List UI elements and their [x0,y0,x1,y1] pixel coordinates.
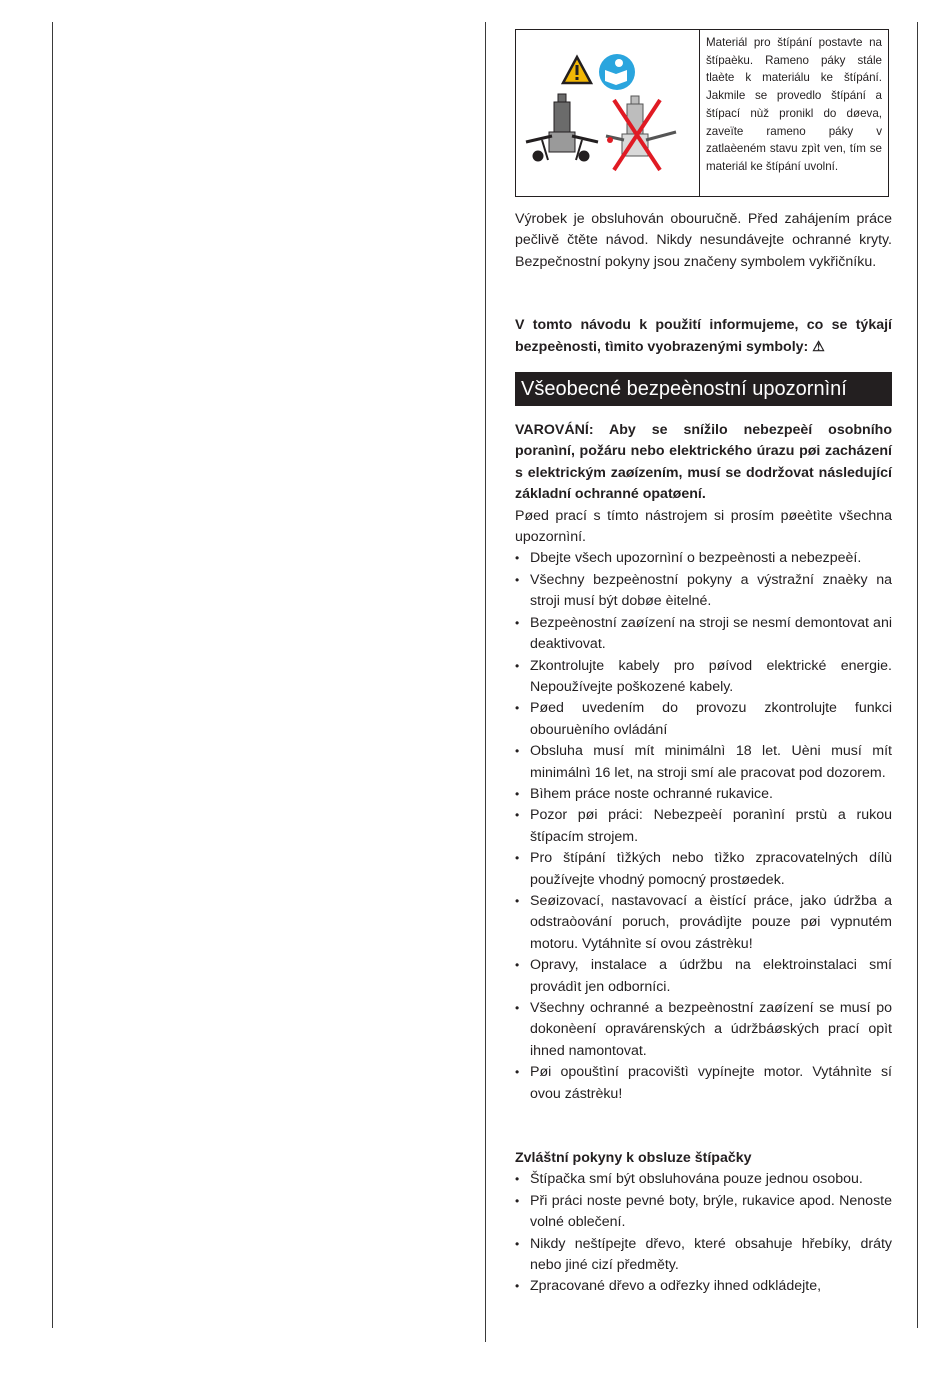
list-item: • Při práci noste pevné boty, brýle, rukavice apod. Nenoste volné oblečení. [515,1191,892,1234]
list-item: • Pøi opouštìní pracovištì vypínejte motor. Vytáhnìte sí ovou zástrèku! [515,1062,892,1105]
right-page-rule [917,22,918,1328]
warning-pictogram [516,30,700,196]
warning-paragraph: VAROVÁNÍ: Aby se snížilo nebezpeèí osobního poranìní, požáru nebo elektrického úrazu pøi zacházení s elektrickým zaøízením, musí se dodržovat následující základní ochranné opatøení. [515,422,892,503]
log-splitter-correct-use-icon [526,94,598,161]
operation-warning-text: Materiál pro štípání postavte na štípaèku. Rameno páky stále tlaète k materiálu ke štípání. Jakmile se provedlo štípání a štípací nùž pronikl do døeva, zaveïte rameno páky v zatlaèeném stavu zpìt ven, tím se materiál ke štípání uvolní. [706,36,882,173]
warning-triangle-icon [563,57,591,83]
list-item: • Všechny bezpeènostní pokyny a výstražní znaèky na stroji musí být dobøe èitelné. [515,570,892,613]
log-splitter-prohibited-use-icon [606,96,676,170]
read-manual-icon [599,54,635,90]
intro-paragraph: Výrobek je obsluhován obouručně. Před zahájením práce pečlivě čtěte návod. Nikdy nesundávejte ochranné kryty. Bezpečnostní pokyny jsou značeny symbolem vykřičníku. [515,211,892,270]
section-heading: Všeobecné bezpeènostní upozornìní [515,372,892,406]
before-work-paragraph: Pøed prací s tímto nástrojem si prosím pøeètìte všechna upozornìní. [515,507,892,546]
list-item: • Bìhem práce noste ochranné rukavice. [515,784,892,805]
list-item: • Nikdy neštípejte dřevo, které obsahuje hřebíky, dráty nebo jiné cizí předměty. [515,1234,892,1277]
special-instructions-heading: Zvláštní pokyny k obsluze štípačky [515,1150,752,1167]
left-page-rule [52,22,53,1328]
special-instructions-list [515,1169,892,1297]
list-item: • Zpracované dřevo a odřezky ihned odkládejte, [515,1276,892,1297]
list-item: • Všechny ochranné a bezpeènostní zaøízení se musí po dokonèení opravárenských a údržbáøských prací opìt ihned namontovat. [515,998,892,1062]
operation-warning-box [515,29,889,197]
list-item: • Štípačka smí být obsluhována pouze jednou osobou. [515,1169,892,1190]
list-item: • Zkontrolujte kabely pro pøívod elektrické energie. Nepoužívejte poškozené kabely. [515,656,892,699]
list-item: • Pøed uvedením do provozu zkontrolujte funkci obouruèního ovládání [515,698,892,741]
safety-symbols-note: V tomto návodu k použití informujeme, co se týkají bezpeènosti, tìmito vyobrazenými symboly: ⚠ [515,317,892,355]
list-item: • Opravy, instalace a údržbu na elektroinstalaci smí provádìt jen odborníci. [515,955,892,998]
right-column [515,29,892,1298]
general-safety-list [515,548,892,1105]
list-item: • Bezpeènostní zaøízení na stroji se nesmí demontovat ani deaktivovat. [515,613,892,656]
center-page-rule [485,22,486,1342]
list-item: • Obsluha musí mít minimálnì 18 let. Uèni musí mít minimálnì 16 let, na stroji smí ale pracovat pod dozorem. [515,741,892,784]
list-item: • Seøizovací, nastavovací a èistící práce, jako údržba a odstraòování poruch, provádìjte pouze pøi vypnutém motoru. Vytáhnìte sí ovou zástrèku! [515,891,892,955]
list-item: • Dbejte všech upozornìní o bezpeènosti a nebezpeèí. [515,548,892,569]
list-item: • Pozor pøi práci: Nebezpeèí poranìní prstù a rukou štípacím strojem. [515,805,892,848]
list-item: • Pro štípání tìžkých nebo tìžko zpracovatelných dílù používejte vhodný pomocný prostøedek. [515,848,892,891]
